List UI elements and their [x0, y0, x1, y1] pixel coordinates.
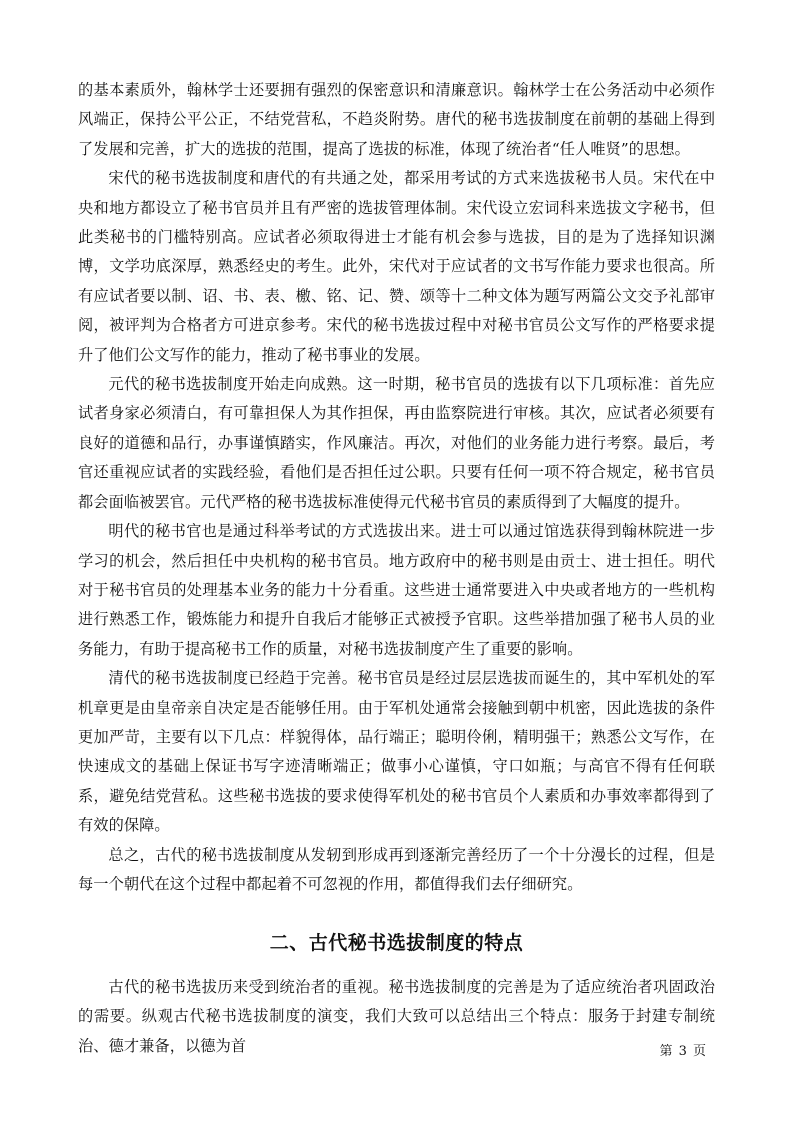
page-number: 第 3 页 [659, 1044, 707, 1059]
paragraph-ming: 明代的秘书官也是通过科举考试的方式选拔出来。进士可以通过馆选获得到翰林院进一步学习的机会，然后担任中央机构的秘书官员。地方政府中的秘书则是由贡士、进士担任。明代对于秘书官员的处理基本业务的能力十分看重。这些进士通常要进入中央或者地方的一些机构进行熟悉工作，锻炼能力和提升自我后才能够正式被授予官职。这些举措加强了秘书人员的业务能力，有助于提高秘书工作的质量，对秘书选拔制度产生了重要的影响。 [78, 522, 715, 658]
paragraph-summary: 总之，古代的秘书选拔制度从发轫到形成再到逐渐完善经历了一个十分漫长的过程，但是每一个朝代在这个过程中都起着不可忽视的作用，都值得我们去仔细研究。 [78, 845, 715, 893]
paragraph-qing: 清代的秘书选拔制度已经趋于完善。秘书官员是经过层层选拔而诞生的，其中军机处的军机章更是由皇帝亲自决定是否能够任用。由于军机处通常会接触到朝中机密，因此选拔的条件更加严苛，主要有以下几点：样貌得体，品行端正；聪明伶俐，精明强干；熟悉公文写作，在快速成文的基础上保证书写字迹清晰端正；做事小心谨慎，守口如瓶；与高官不得有任何联系，避免结党营私。这些秘书选拔的要求使得军机处的秘书官员个人素质和办事效率都得到了有效的保障。 [78, 669, 715, 835]
body-text [78, 76, 715, 899]
paragraph-section-intro: 古代的秘书选拔历来受到统治者的重视。秘书选拔制度的完善是为了适应统治者巩固政治的需要。纵观古代秘书选拔制度的演变，我们大致可以总结出三个特点：服务于封建专制统治、德才兼备，以德为首 [78, 978, 715, 1055]
paragraph-tang-continued: 的基本素质外，翰林学士还要拥有强烈的保密意识和清廉意识。翰林学士在公务活动中必须作风端正，保持公平公正，不结党营私，不趋炎附势。唐代的秘书选拔制度在前朝的基础上得到了发展和完善，扩大的选拔的范围，提高了选拔的标准，体现了统治者“任人唯贤”的思想。 [78, 81, 715, 158]
paragraph-song: 宋代的秘书选拔制度和唐代的有共通之处，都采用考试的方式来选拔秘书人员。宋代在中央和地方都设立了秘书官员并且有严密的选拔管理体制。宋代设立宏词科来选拔文字秘书，但此类秘书的门槛特别高。应试者必须取得进士才能有机会参与选拔，目的是为了选择知识渊博，文学功底深厚，熟悉经史的考生。此外，宋代对于应试者的文书写作能力要求也很高。所有应试者要以制、诏、书、表、檄、铭、记、赞、颂等十二种文体为题写两篇公文交予礼部审阅，被评判为合格者方可进京参考。宋代的秘书选拔过程中对秘书官员公文写作的严格要求提升了他们公文写作的能力，推动了秘书事业的发展。 [78, 169, 715, 364]
section-body-text [78, 973, 715, 1061]
section-heading: 二、古代秘书选拔制度的特点 [269, 931, 524, 954]
paragraph-yuan: 元代的秘书选拔制度开始走向成熟。这一时期，秘书官员的选拔有以下几项标准：首先应试者身家必须清白，有可靠担保人为其作担保，再由监察院进行审核。其次，应试者必须要有良好的道德和品行，办事谨慎踏实，作风廉洁。再次，对他们的业务能力进行考察。最后，考官还重视应试者的实践经验，看他们是否担任过公职。只要有任何一项不符合规定，秘书官员都会面临被罢官。元代严格的秘书选拔标准使得元代秘书官员的素质得到了大幅度的提升。 [78, 375, 715, 511]
